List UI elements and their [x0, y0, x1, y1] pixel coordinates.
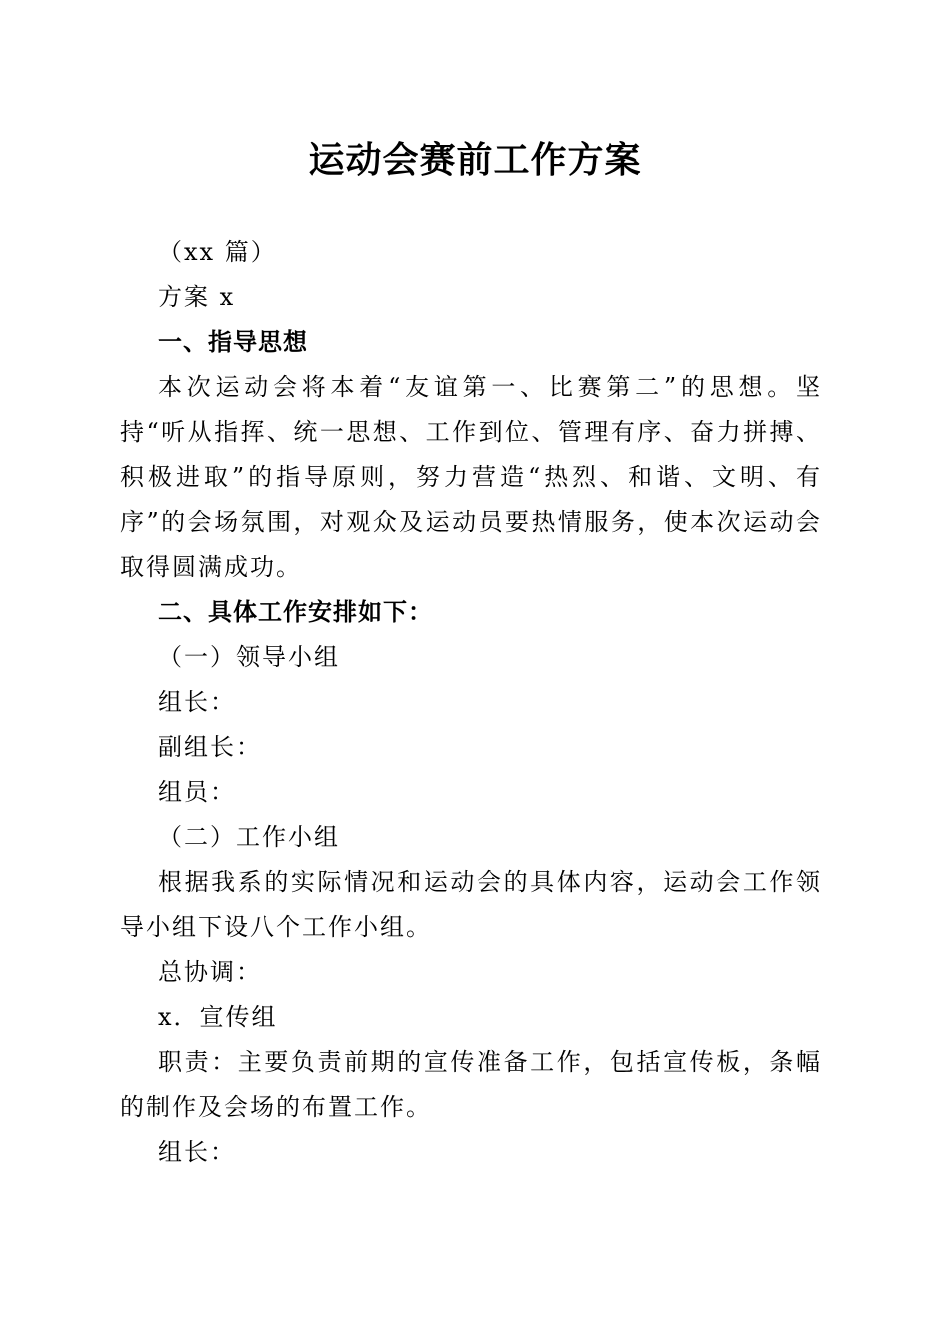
guiding-thought-paragraph: 本次运动会将本着“友谊第一、比赛第二”的思想。坚持“听从指挥、统一思想、工作到位、管理有序、奋力拼搏、积极进取”的指导原则，努力营造“热烈、和谐、文明、有序”的会场氛围，对观众及运动员要热情服务，使本次运动会取得圆满成功。 [120, 373, 822, 581]
publicity-duties-paragraph: 职责：主要负责前期的宣传准备工作，包括宣传板，条幅的制作及会场的布置工作。 [120, 1048, 822, 1121]
document-body [120, 230, 822, 1175]
publicity-group-heading: x．宣传组 [158, 1003, 278, 1031]
deputy-leader-line: 副组长： [158, 733, 262, 761]
coordinator-line: 总协调： [158, 958, 262, 986]
working-group-paragraph: 根据我系的实际情况和运动会的具体内容，运动会工作领导小组下设八个工作小组。 [120, 868, 822, 941]
leader-line: 组长： [158, 688, 236, 716]
subsection-working-group: （二）工作小组 [158, 823, 340, 851]
section-heading-work-arrangement: 二、具体工作安排如下： [158, 598, 433, 626]
members-line: 组员： [158, 778, 236, 806]
subsection-leading-group: （一）领导小组 [158, 643, 340, 671]
document-title: 运动会赛前工作方案 [308, 139, 642, 181]
subtitle-note: （xx 篇） [158, 238, 277, 266]
publicity-leader-line: 组长： [158, 1138, 236, 1166]
plan-label: 方案 x [158, 283, 236, 311]
section-heading-guiding-thought: 一、指导思想 [158, 328, 308, 356]
